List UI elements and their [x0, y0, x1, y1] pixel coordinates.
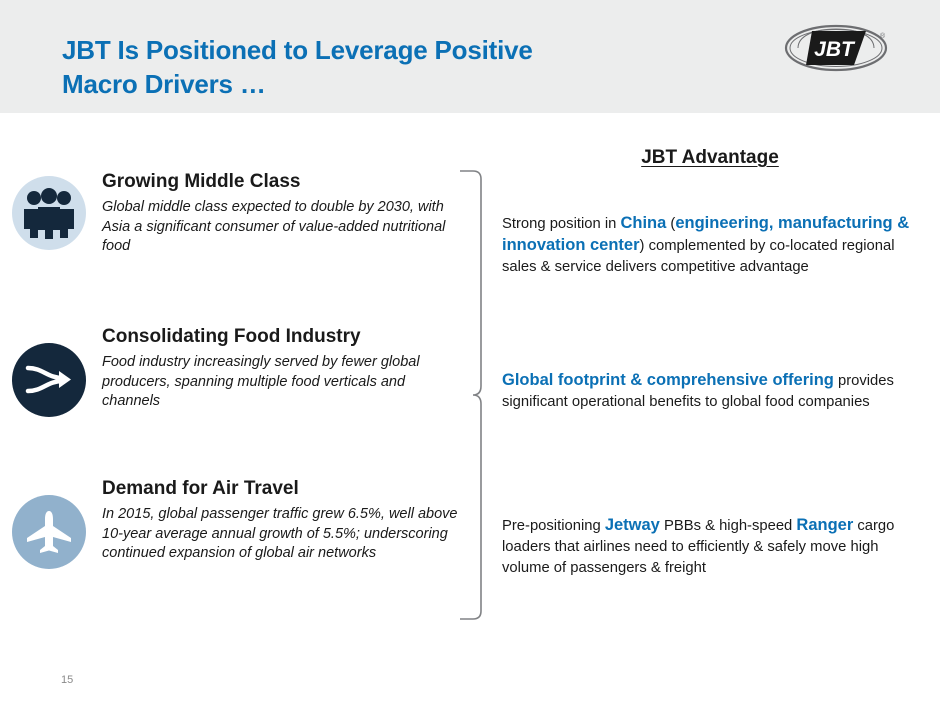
jbt-logo — [784, 22, 888, 74]
advantage-highlight-engineering: engineering, manufacturing & innovation center — [502, 214, 910, 254]
advantage-text-part: PBBs & high-speed — [659, 518, 797, 534]
driver-text: In 2015, global passenger traffic grew 6.5%, well above 10-year average annual growth of 5.5%; underscoring continued expansion of global air networks — [102, 506, 458, 561]
merging-arrows-icon — [12, 343, 86, 417]
advantage-highlight-jetway: Jetway — [604, 516, 660, 534]
page-number: 15 — [61, 674, 74, 686]
merging-arrows-icon-glyph — [23, 358, 75, 402]
airplane-icon-glyph — [24, 509, 74, 555]
advantage-block-global-footprint — [502, 370, 912, 413]
people-group-icon-glyph — [20, 187, 78, 239]
advantage-text-part: cargo loaders that airlines need to efficiently & safely move high volume of passengers & freight — [502, 518, 895, 576]
advantage-highlight-global-footprint: Global footprint & comprehensive offering — [502, 371, 834, 389]
advantage-heading: JBT Advantage — [641, 147, 779, 168]
driver-body — [102, 325, 462, 412]
driver-text: Global middle class expected to double by 2030, with Asia a significant consumer of value-added nutritional food — [102, 199, 446, 254]
advantage-highlight-ranger: Ranger — [796, 516, 854, 534]
driver-body — [102, 170, 462, 257]
airplane-icon — [12, 495, 86, 569]
advantage-text-part: provides significant operational benefits to global food companies — [502, 373, 894, 410]
jbt-logo-icon — [784, 22, 888, 74]
driver-text: Food industry increasingly served by fewer global producers, spanning multiple food verticals and channels — [102, 354, 420, 409]
bracket-icon — [459, 170, 483, 620]
page-title — [62, 33, 682, 101]
people-group-icon — [12, 176, 86, 250]
page-title-line2: Macro Drivers … — [62, 69, 266, 99]
driver-title: Growing Middle Class — [102, 171, 301, 192]
svg-text:®: ® — [880, 33, 886, 40]
driver-body — [102, 477, 462, 564]
page-title-line1: JBT Is Positioned to Leverage Positive — [62, 35, 533, 65]
advantage-text-part: Pre-positioning — [502, 518, 605, 534]
advantage-text-part: ) complemented by co-located regional sales & service delivers competitive advantage — [502, 238, 895, 275]
macro-drivers-column — [0, 125, 480, 685]
driver-title: Consolidating Food Industry — [102, 326, 361, 347]
advantage-highlight-china: China — [620, 214, 667, 232]
driver-title: Demand for Air Travel — [102, 478, 299, 499]
advantage-text-part: ( — [666, 216, 676, 232]
advantage-block-china — [502, 213, 912, 278]
advantage-text-part: Strong position in — [502, 216, 621, 232]
svg-text:JBT: JBT — [814, 38, 854, 61]
bracket-connector — [459, 170, 483, 620]
advantage-block-air-travel — [502, 515, 912, 579]
slide-header — [0, 0, 940, 113]
